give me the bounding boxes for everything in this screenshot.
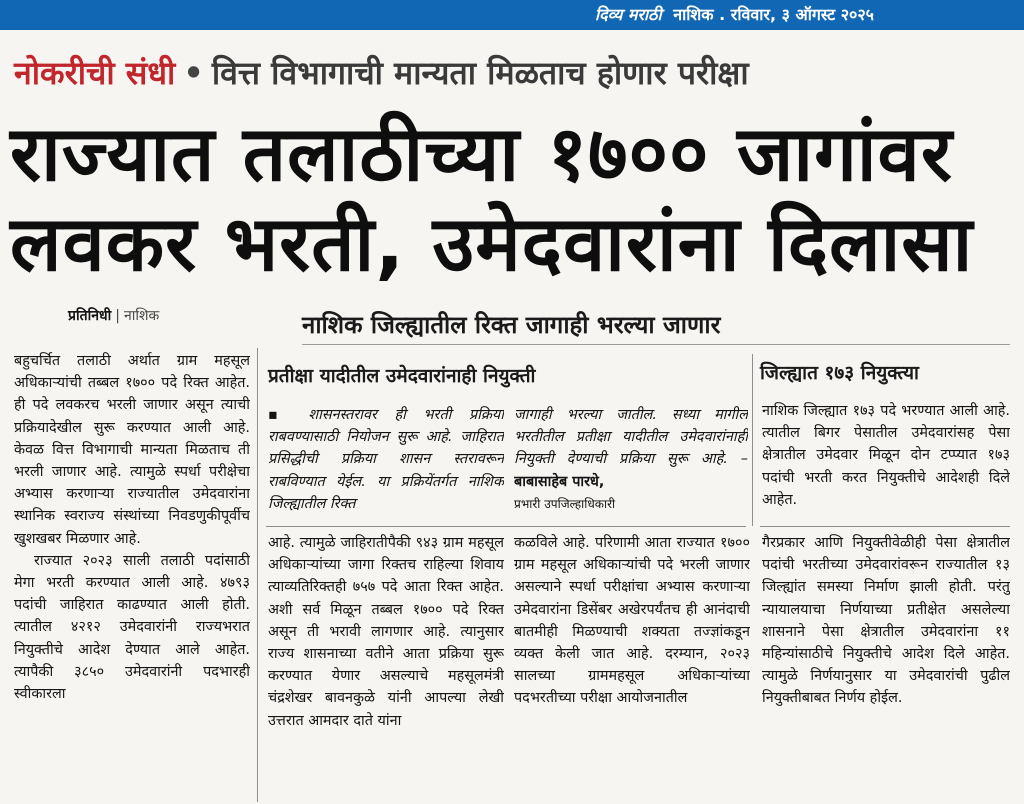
- article-column-3: कळविले आहे. परिणामी आता राज्यात १७०० ग्राम महसूल अधिकाऱ्यांची पदे भरली जाणार असल्याने स्पर्धा परीक्षांचा अभ्यास करणाऱ्या उमेदवारांना डिसेंबर अखेरपर्यंतच ही आनंदाची बातमीही मिळण्याची शक्यता तज्ज्ञांकडून व्यक्त केली जात आहे. दरम्यान, २०२३ सालच्या ग्राममहसूल अधिकाऱ्यांच्या पदभरतीच्या परीक्षा आयोजनातील: [514, 535, 750, 707]
- column-divider: [257, 348, 258, 802]
- headline-line-1: राज्यात तलाठीच्या १७०० जागांवर: [10, 109, 953, 198]
- kicker: [14, 48, 749, 98]
- kicker-label: नोकरीची संधी: [14, 54, 176, 92]
- quote-part-1: ▪ शासनस्तरावर ही भरती प्रक्रिया राबवण्यासाठी नियोजन सुरू आहे. जाहिरात प्रसिद्धीची प्रक्रिया शासन स्तरावरून राबविण्यात येईल. या प्रक्रियेंतर्गत नाशिक जिल्ह्यातील रिक्त: [268, 407, 504, 512]
- byline-place: नाशिक: [123, 308, 160, 324]
- quote-text: जागाही भरल्या जातील. सध्या मागील भरतीतील प्रतीक्षा यादीतील उमेदवारांनाही नियुक्ती देण्याची प्रक्रिया सुरू आहे. –: [514, 407, 748, 468]
- bullet-icon: •: [183, 54, 204, 92]
- dateline: नाशिक . रविवार, ३ ऑगस्ट २०२५: [673, 5, 874, 24]
- lead-article-column: [14, 350, 250, 802]
- waitlist-heading: प्रतीक्षा यादीतील उमेदवारांनाही नियुक्ती: [268, 365, 536, 387]
- newspaper-brand: दिव्य मराठी: [594, 5, 662, 24]
- quote-part-2: [514, 404, 748, 524]
- masthead-bar: [0, 0, 1024, 30]
- lead-paragraph: राज्यात २०२३ साली तलाठी पदांसाठी मेगा भरती करण्यात आली आहे. ४७९३ पदांची जाहिरात काढण्यात आली होती. त्यातील ४२१२ उमेदवारांनी राज्यभरात नियुक्तीचे आदेश देण्यात आले आहेत. त्यापैकी ३८५० उमेदवारांनी पदभारही स्वीकारला: [14, 552, 250, 703]
- district-text: नाशिक जिल्ह्यात १७३ पदे भरण्यात आली आहे. त्यातील बिगर पेसातील उमेदवारांसह पेसा क्षेत्रातील उमेदवार मिळून दोन टप्प्यात १७३ पदांची भरती करत नियुक्तीचे आदेशही दिले आहेत.: [762, 403, 1010, 508]
- kicker-text: वित्त विभागाची मान्यता मिळताच होणार परीक्षा: [211, 54, 749, 92]
- byline-name: प्रतिनिधी: [68, 308, 112, 324]
- article-column-4: गैरप्रकार आणि नियुक्तीवेळीही पेसा क्षेत्रातील पदांची भरतीच्या उमेदवारांवरून राज्यातील १३ जिल्ह्यांत समस्या निर्माण झाली होती. परंतु न्यायालयाचा निर्णयाच्या प्रतीक्षेत असलेल्या शासनाने पेसा क्षेत्रातील उमेदवारांना ११ महिन्यांसाठीचे नियुक्तीचे आदेश दिले आहेत. त्यामुळे निर्णयानुसार या उमेदवारांची पुढील नियुक्तीबाबत निर्णय होईल.: [762, 535, 1010, 707]
- section-divider: [266, 526, 746, 527]
- subheadline: नाशिक जिल्ह्यातील रिक्त जागाही भरल्या जाणार: [302, 306, 1010, 345]
- quote-speaker: बाबासाहेब पारधे,: [514, 473, 605, 490]
- article-column-2: आहे. त्यामुळे जाहिरातीपैकी ९४३ ग्राम महसूल अधिकाऱ्यांच्या जागा रिक्तच राहिल्या शिवाय त्याव्यतिरिक्तही ७५७ पदे आता रिक्त आहेत. अशी सर्व मिळून तब्बल १७०० पदे रिक्त असून ती भरावी लागणार आहे. त्यानुसार राज्य शासनाच्या वतीने आता प्रक्रिया सुरू करण्यात येणार असल्याचे महसूलमंत्री चंद्रशेखर बावनकुळे यांनी आपल्या लेखी उत्तरात आमदार दाते यांना: [268, 535, 504, 729]
- byline-separator: |: [115, 308, 120, 324]
- quote-speaker-role: प्रभारी उपजिल्हाधिकारी: [514, 496, 616, 511]
- district-heading: जिल्ह्यात १७३ नियुक्त्या: [760, 362, 919, 384]
- column-divider: [752, 354, 753, 526]
- headline-line-2: लवकर भरती, उमेदवारांना दिलासा: [10, 199, 974, 288]
- section-divider: [760, 526, 1010, 527]
- byline: [68, 306, 159, 325]
- lead-paragraph: बहुचर्चित तलाठी अर्थात ग्राम महसूल अधिकाऱ्यांची तब्बल १७०० पदे रिक्त आहेत. ही पदे लवकरच भरली जाणार असून त्याची प्रक्रियादेखील सुरू करण्यात आली आहे. केवळ वित्त विभागाची मान्यता मिळताच ती भरली जाणार आहे. त्यामुळे स्पर्धा परीक्षेचा अभ्यास करणाऱ्या राज्यातील उमेदवारांना स्थानिक स्वराज्य संस्थांच्या निवडणुकीपूर्वीच खुशखबर मिळणार आहे.: [14, 353, 250, 547]
